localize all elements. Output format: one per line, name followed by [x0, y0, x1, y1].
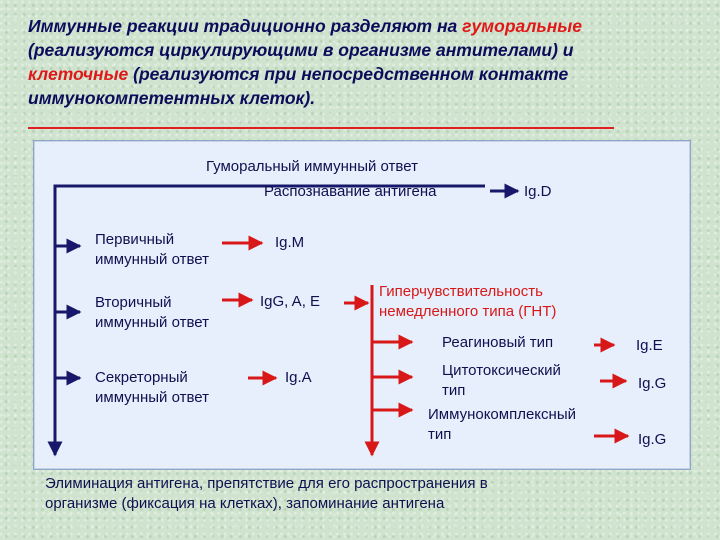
secondary-response-line-1: Вторичный: [95, 294, 172, 311]
secretory-response-line-2: иммунный ответ: [95, 389, 209, 406]
iga-label: Ig.A: [285, 369, 312, 386]
immunocomplex-line-1: Иммунокомплексный: [428, 406, 576, 423]
title-line-3: клеточные (реализуются при непосредственном контакте: [28, 64, 569, 84]
secretory-response-line-1: Секреторный: [95, 369, 188, 386]
title-line-4: иммунокомпетентных клеток).: [28, 88, 316, 108]
igd-label: Ig.D: [524, 183, 552, 200]
title-line-2: (реализуются циркулирующими в организме антителами) и: [28, 40, 574, 60]
primary-response-line-2: иммунный ответ: [95, 251, 209, 268]
primary-response-line-1: Первичный: [95, 231, 175, 248]
secondary-response-line-2: иммунный ответ: [95, 314, 209, 331]
outcome-line-1: Элиминация антигена, препятствие для его распространения в: [45, 475, 488, 492]
outcome-line-2: организме (фиксация на клетках), запоминание антигена: [45, 495, 445, 512]
igg-immunocomplex-label: Ig.G: [638, 431, 667, 448]
hypersensitivity-line-1: Гиперчувствительность: [379, 283, 543, 300]
recognition-label: Распознавание антигена: [264, 183, 437, 200]
ige-label: Ig.E: [636, 337, 663, 354]
igg-cytotoxic-label: Ig.G: [638, 375, 667, 392]
outcome-text: [45, 474, 665, 514]
diagram-heading: Гуморальный иммунный ответ: [206, 158, 418, 175]
igm-label: Ig.M: [275, 234, 305, 251]
reagin-type-label: Реагиновый тип: [442, 334, 554, 351]
title-line-1: Иммунные реакции традиционно разделяют на гуморальные: [28, 16, 582, 36]
igg-a-e-label: IgG, A, E: [260, 293, 321, 310]
humoral-highlight: гуморальные: [462, 16, 582, 36]
branch-arrows: [55, 246, 80, 378]
hypersensitivity-line-2: немедленного типа (ГНТ): [379, 303, 557, 320]
immunocomplex-line-2: тип: [428, 426, 452, 443]
cytotoxic-line-1: Цитотоксический: [442, 362, 561, 379]
cytotoxic-line-2: тип: [442, 382, 466, 399]
cellular-highlight: клеточные: [28, 64, 129, 84]
